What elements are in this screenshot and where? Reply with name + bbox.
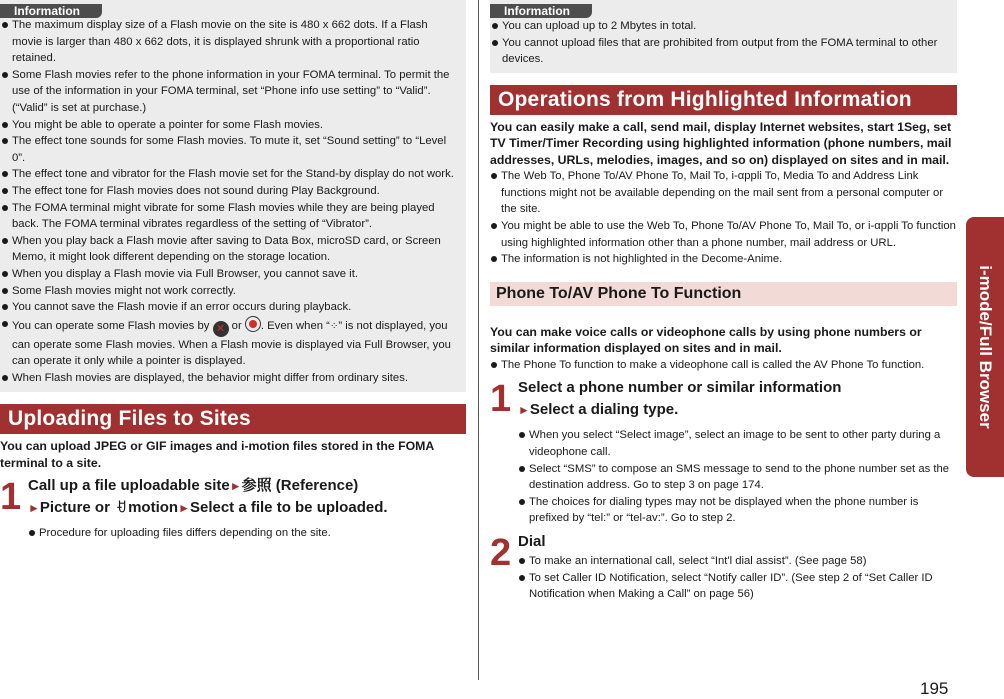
text: You can operate some Flash movies by [12,319,210,332]
info-item: Some Flash movies refer to the phone information in your FOMA terminal. To permit the use of the information in your FOMA terminal, set “Phone info use setting” to “Valid”. (“Valid” is set at purchase.) [1,67,460,117]
step-number: 2 [490,532,512,574]
section-title-uploading: Uploading Files to Sites [0,404,466,434]
note: The Web To, Phone To/AV Phone To, Mail To, i-αppli To, Media To and Address Link functions might not be available depending on the mail sent from a personal computer or the site. [490,168,957,218]
imotion-icon: ꀀ [116,500,127,516]
information-list [1,17,460,386]
step-note: Select “SMS” to compose an SMS message to send to the phone number set as the destination address. Go to step 3 on page 174. [518,461,957,494]
page-number: 195 [920,679,949,698]
step-text: Select a file to be uploaded. [189,499,388,517]
info-item: Some Flash movies might not work correctly. [1,283,460,300]
info-item: When you play back a Flash movie after saving to Data Box, microSD card, or Screen Memo, it might look different depending on the storage location. [1,233,460,266]
info-item: The effect tone sounds for some Flash movies. To mute it, set “Sound setting” to “Level 0”. [1,133,460,166]
info-item: You cannot upload files that are prohibited from output from the FOMA terminal to other devices. [491,35,951,68]
step-number: 1 [490,378,512,421]
info-item: When you display a Flash movie via Full Browser, you cannot save it. [1,266,460,283]
left-column [0,0,466,542]
information-list [491,18,951,68]
step-title: Dial [518,533,546,550]
note: The Phone To function to make a videophone call is called the AV Phone To function. [490,357,957,374]
step-number: 1 [0,476,22,519]
chapter-label: i-mode/Full Browser [976,265,995,429]
info-item: The FOMA terminal might vibrate for some Flash movies while they are being played back. The FOMA terminal vibrates regardless of the setting of “Vibrator”. [1,200,460,233]
step-text: Select a dialing type. [529,401,679,419]
step-1-select [490,377,957,527]
chapter-side-tab [966,217,1004,477]
info-item: The maximum display size of a Flash movie on the site is 480 x 662 dots. If a Flash movie is larger than 480 x 662 dots, it is displayed shrunk with a proportional ratio retained. [1,17,460,67]
column-divider [478,0,479,680]
note: The information is not highlighted in the Decome-Anime. [490,251,957,268]
arrow-icon: ► [518,403,530,418]
step-text: Call up a file uploadable site [28,477,230,495]
step-note: To make an international call, select “Int'l dial assist”. (See page 58) [518,553,957,570]
arrow-icon: ► [28,501,40,516]
section-title-highlighted: Operations from Highlighted Information [490,85,957,115]
info-item: The effect tone for Flash movies does not sound during Play Background. [1,183,460,200]
information-tag: Information [0,4,102,18]
subsection-title-phone-to: Phone To/AV Phone To Function [490,282,957,306]
section-lead: You can upload JPEG or GIF images and i-motion files stored in the FOMA terminal to a site. [0,439,434,470]
pointer-icon: ⁘ [329,320,339,332]
step-1-upload [0,475,466,542]
step-2-dial [490,531,957,603]
text: or [231,319,242,332]
info-item-pointer [1,316,460,370]
clear-key-icon: ✕ [213,321,229,337]
text: . Even when “ [260,319,330,332]
step-note: When you select “Select image”, select an image to be sent to other party during a videophone call. [518,427,957,460]
information-box [0,0,466,392]
subsection-lead: You can make voice calls or videophone calls by using phone numbers or similar information displayed on sites and in mail. [490,324,922,356]
step-note: Procedure for uploading files differs depending on the site. [28,525,466,542]
note: You might be able to use the Web To, Phone To/AV Phone To, Mail To, or i-αppli To function using highlighted information other than a phone number, mail address or URL. [490,218,957,251]
info-item: You can upload up to 2 Mbytes in total. [491,18,951,35]
section-lead: You can easily make a call, send mail, display Internet websites, start 1Seg, set TV Timer/Timer Recording using highlighted information (phone numbers, mail addresses, URLs, melodies, images, and so on) displayed on sites and in mail. [490,119,952,167]
right-column [490,0,957,603]
step-text: Select a phone number or similar information [518,379,842,397]
step-text: 参照 (Reference) [241,477,359,495]
step-note: The choices for dialing types may not be displayed when the phone number is prefixed by “tel:” or “tel-av:”. Go to step 2. [518,494,957,527]
arrow-icon: ► [178,501,190,516]
information-box [490,0,957,73]
text: ” is not displayed, you can operate some Flash movies. When a Flash movie is displayed via Full Browser, you can operate it only while a pointer is displayed. [12,319,451,368]
information-tag: Information [490,4,592,18]
info-item: You cannot save the Flash movie if an error occurs during playback. [1,299,460,316]
center-key-icon [245,316,261,332]
info-item: You might be able to operate a pointer for some Flash movies. [1,117,460,134]
step-title [28,475,466,519]
info-item: When Flash movies are displayed, the behavior might differ from ordinary sites. [1,370,460,387]
step-text: Picture or [39,499,110,517]
step-text: motion [128,499,179,517]
step-note: To set Caller ID Notification, select “Notify caller ID”. (See step 2 of “Set Caller ID Notification when Making a Call” on page 56) [518,570,957,603]
arrow-icon: ► [229,479,242,494]
info-item: The effect tone and vibrator for the Flash movie set for the Stand-by display do not work. [1,166,460,183]
step-title [518,377,957,421]
